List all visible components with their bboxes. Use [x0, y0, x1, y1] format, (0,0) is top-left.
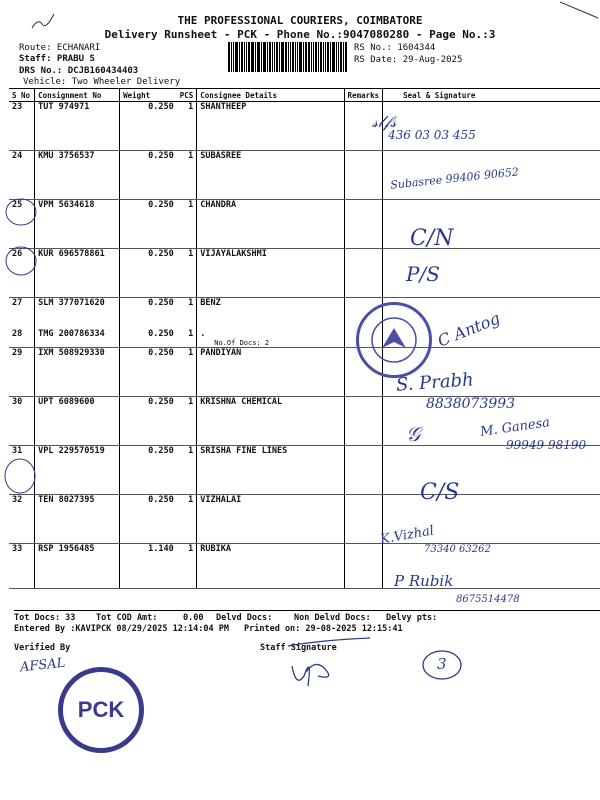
cell-consignee: RUBIKA: [197, 544, 344, 589]
cell-consignee: [197, 329, 344, 348]
table-row: [9, 298, 600, 329]
circle-mark-31: [2, 456, 38, 496]
table-row: [9, 348, 600, 397]
barcode-bar: [297, 42, 298, 72]
barcode-bar: [340, 42, 342, 72]
staff-signature-label: Staff Signature: [260, 643, 337, 653]
tot-cod-amt: Tot COD Amt: 0.00: [96, 613, 204, 623]
cell-consignment: TEN 8027395: [35, 495, 120, 544]
cell-remarks: [344, 544, 383, 589]
cell-sno: 26: [9, 249, 35, 298]
barcode-bar: [251, 42, 254, 72]
cell-consignee: SRISHA FINE LINES: [197, 446, 344, 495]
table-row: [9, 446, 600, 495]
verified-signature: AFSAL: [19, 655, 67, 676]
cell-pcs: 1: [177, 200, 197, 249]
barcode-bar: [269, 42, 271, 72]
cell-consignment: TUT 974971: [35, 102, 120, 151]
rs-no-label: RS No.: 1604344: [354, 43, 436, 53]
signature-30: 𝒢: [406, 422, 421, 446]
cell-weight: 0.250: [120, 249, 177, 298]
drs-label: DRS No.: DCJB160434403: [19, 66, 139, 76]
hand-note-25: C/N: [410, 226, 454, 251]
hand-phone-29: 8838073993: [426, 396, 516, 412]
barcode-bar: [327, 42, 329, 72]
col-weight: Weight: [120, 89, 177, 102]
barcode-bar: [332, 42, 335, 72]
cell-pcs: 1: [177, 446, 197, 495]
barcode-bar: [325, 42, 326, 72]
barcode-bar: [255, 42, 256, 72]
barcode-bar: [292, 42, 294, 72]
cell-consignee: VIJAYALAKSHMI: [197, 249, 344, 298]
cell-consignee: SUBASREE: [197, 151, 344, 200]
cell-consignment: RSP 1956485: [35, 544, 120, 589]
col-pcs: PCS: [177, 89, 197, 102]
col-remarks: Remarks: [344, 89, 383, 102]
table-row: [9, 329, 600, 348]
cell-pcs: 1: [177, 329, 197, 348]
footer-divider: [14, 610, 600, 611]
hand-phone-32: 73340 63262: [424, 544, 491, 555]
col-sno: S No: [9, 89, 35, 102]
barcode-bar: [248, 42, 250, 72]
verified-by-label: Verified By: [14, 643, 71, 653]
cell-consignment: KUR 696578861: [35, 249, 120, 298]
circle-mark-25: [4, 196, 38, 228]
cell-seal: [383, 446, 600, 495]
hand-note-33: P Rubik: [394, 572, 454, 590]
cell-pcs: 1: [177, 102, 197, 151]
barcode-bar: [311, 42, 312, 72]
barcode-bar: [267, 42, 268, 72]
cell-consignment: IXM 508929330: [35, 348, 120, 397]
cell-remarks: [344, 151, 383, 200]
hand-phone-30: 99949 98190: [506, 438, 587, 452]
barcode-image: [228, 42, 348, 72]
cell-consignment: UPT 6089600: [35, 397, 120, 446]
cell-consignment: VPL 229570519: [35, 446, 120, 495]
cell-weight: 0.250: [120, 495, 177, 544]
cell-weight: 0.250: [120, 102, 177, 151]
cell-weight: 0.250: [120, 446, 177, 495]
barcode-bar: [295, 42, 296, 72]
barcode-bar: [241, 42, 243, 72]
cell-weight: 1.140: [120, 544, 177, 589]
pck-stamp: PCK: [58, 667, 144, 753]
barcode-bar: [235, 42, 238, 72]
barcode-bar: [228, 42, 230, 72]
cell-consignee: PANDIYAN: [197, 348, 344, 397]
docs-count-note: No.Of Docs: 2: [214, 338, 270, 347]
barcode-bar: [305, 42, 307, 72]
cell-weight: 0.250: [120, 151, 177, 200]
cell-sno: 23: [9, 102, 35, 151]
cell-consignee: CHANDRA: [197, 200, 344, 249]
cell-remarks: [344, 397, 383, 446]
cell-sno: 25: [9, 200, 35, 249]
cell-weight: 0.250: [120, 348, 177, 397]
printed-on: Printed on: 29-08-2025 12:15:41: [244, 624, 403, 634]
table-row: [9, 249, 600, 298]
cell-weight: 0.250: [120, 329, 177, 348]
runsheet-subtitle: Delivery Runsheet - PCK - Phone No.:9047080280 - Page No.:3: [104, 28, 496, 41]
delvd-docs: Delvd Docs:: [216, 613, 273, 623]
barcode-bar: [281, 42, 284, 72]
hand-phone-23: 436 03 03 455: [388, 128, 476, 142]
cell-pcs: 1: [177, 151, 197, 200]
consignee-name: .: [200, 328, 206, 339]
cell-sno: 33: [9, 544, 35, 589]
runsheet-table: [9, 88, 600, 589]
barcode-bar: [343, 42, 344, 72]
cell-pcs: 1: [177, 348, 197, 397]
signature-23: 𝓈𝓁𝒻𝓈: [372, 112, 397, 131]
barcode-bar: [274, 42, 275, 72]
cell-consignment: KMU 3756537: [35, 151, 120, 200]
cell-sno: 29: [9, 348, 35, 397]
barcode-bar: [290, 42, 291, 72]
barcode-bar: [257, 42, 258, 72]
barcode-bar: [323, 42, 324, 72]
cell-sno: 28: [9, 329, 35, 348]
delvy-pts: Delvy pts:: [386, 613, 438, 623]
barcode-bar: [276, 42, 278, 72]
barcode-bar: [279, 42, 280, 72]
cell-weight: 0.250: [120, 200, 177, 249]
barcode-bar: [330, 42, 331, 72]
company-title: THE PROFESSIONAL COURIERS, COIMBATORE: [177, 14, 423, 27]
cell-pcs: 1: [188, 298, 194, 308]
cell-sno: 24: [9, 151, 35, 200]
cell-sno: 31: [9, 446, 35, 495]
barcode-bar: [261, 42, 262, 72]
cell-sno: 27: [12, 298, 23, 308]
barcode-bar: [320, 42, 322, 72]
table-row: [9, 102, 600, 151]
cell-sno: 32: [9, 495, 35, 544]
barcode-bar: [299, 42, 302, 72]
hand-note-32: K.Vizhal: [379, 523, 436, 548]
cell-seal: [383, 102, 600, 151]
cell-consignee: BENZ: [197, 298, 344, 329]
barcode-bar: [263, 42, 266, 72]
barcode-bar: [231, 42, 232, 72]
barcode-bar: [239, 42, 240, 72]
cell-consignee: KRISHNA CHEMICAL: [197, 397, 344, 446]
cell-weight: 0.250: [120, 298, 177, 329]
cell-pcs: 1: [177, 495, 197, 544]
company-seal-stamp: [356, 302, 432, 378]
barcode-bar: [244, 42, 245, 72]
cell-consignment: TMG 200786334: [35, 329, 120, 348]
cell-consignment: SLM 377071620: [35, 298, 120, 329]
cell-consignee: SHANTHEEP: [197, 102, 344, 151]
barcode-bar: [258, 42, 260, 72]
cell-remarks: [344, 249, 383, 298]
barcode-bar: [338, 42, 339, 72]
hand-note-26: P/S: [406, 262, 440, 286]
hand-note-24: Subasree 99406 90652: [389, 165, 520, 192]
cell-pcs: 1: [177, 544, 197, 589]
staff-signature-mark: [282, 636, 378, 690]
barcode-bar: [308, 42, 310, 72]
hand-note-31: C/S: [420, 480, 460, 505]
col-consignment: Consignment No: [35, 89, 120, 102]
circle-mark-26: [4, 244, 38, 278]
hand-note-29: S. Prabh: [395, 369, 475, 396]
barcode-bar: [272, 42, 273, 72]
cell-remarks: [344, 446, 383, 495]
barcode-bar: [345, 42, 347, 72]
barcode-bar: [246, 42, 247, 72]
cell-pcs: 1: [177, 397, 197, 446]
page-number-handwritten: 3: [437, 655, 447, 673]
col-consignee: Consignee Details: [197, 89, 344, 102]
cell-pcs: 1: [177, 249, 197, 298]
barcode-bar: [336, 42, 337, 72]
col-seal: Seal & Signature: [383, 89, 600, 102]
hand-note-28: C Antog: [434, 308, 503, 351]
hand-note-30: M. Ganesa: [479, 415, 551, 440]
rs-date-label: RS Date: 29-Aug-2025: [354, 55, 463, 65]
barcode-bar: [318, 42, 319, 72]
route-label: Route: ECHANARI: [19, 43, 101, 53]
barcode-bar: [233, 42, 234, 72]
barcode-bar: [303, 42, 304, 72]
cell-sno: 30: [9, 397, 35, 446]
barcode-bar: [285, 42, 287, 72]
cell-consignee: VIZHALAI: [197, 495, 344, 544]
non-delvd-docs: Non Delvd Docs:: [294, 613, 371, 623]
barcode-bar: [288, 42, 289, 72]
cell-consignment: VPM 5634618: [35, 200, 120, 249]
vehicle-label: Vehicle: Two Wheeler Delivery: [23, 77, 181, 87]
cell-remarks: [344, 495, 383, 544]
hand-phone-33: 8675514478: [456, 594, 520, 605]
table-row: [9, 544, 600, 589]
cell-remarks: [344, 200, 383, 249]
table-row: [9, 495, 600, 544]
barcode-bar: [313, 42, 314, 72]
entered-by: Entered By :KAVIPCK 08/29/2025 12:14:04 PM: [14, 624, 229, 634]
tot-docs: Tot Docs: 33: [14, 613, 76, 623]
cell-weight: 0.250: [120, 397, 177, 446]
staff-label: Staff: PRABU S: [19, 54, 95, 64]
table-row: [9, 200, 600, 249]
barcode-bar: [315, 42, 318, 72]
